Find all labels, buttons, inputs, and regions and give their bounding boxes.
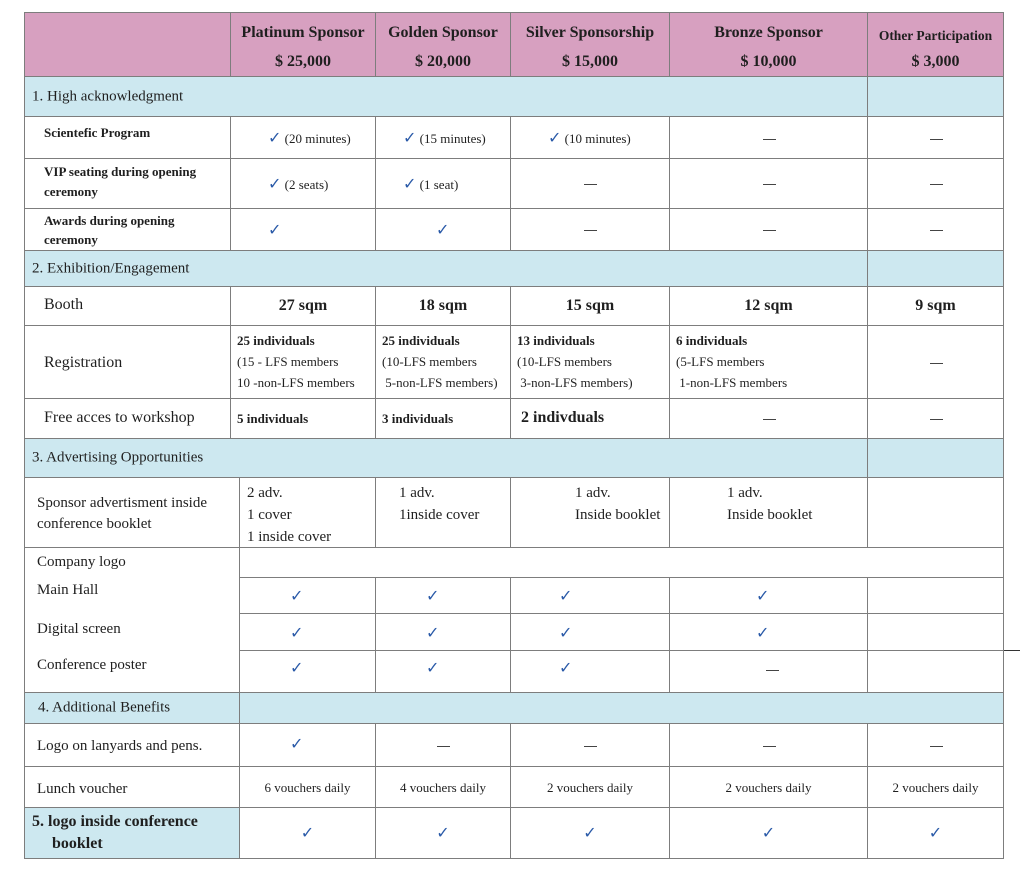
cell-text-line1: 6 individuals	[676, 333, 748, 348]
check-icon: ✓	[583, 823, 597, 842]
cell-text-line3: 10 -non-LFS members	[237, 375, 355, 390]
cell-workshop-bronze	[669, 398, 868, 439]
row-label-scientific	[24, 116, 231, 159]
section-advertising	[24, 438, 868, 478]
section-title: 4. Additional Benefits	[38, 699, 171, 716]
cell-registration-silver	[510, 325, 670, 399]
check-icon: ✓	[756, 586, 770, 605]
check-icon: ✓	[268, 220, 282, 239]
cell-scientific-platinum	[230, 116, 376, 159]
cell-scientific-golden	[375, 116, 511, 159]
cell-poster-platinum	[239, 650, 376, 693]
dash-icon	[930, 139, 943, 140]
row-label-company-logo	[24, 547, 240, 578]
dash-icon	[763, 230, 776, 231]
dash-icon	[763, 139, 776, 140]
tier-price: $ 10,000	[740, 53, 797, 70]
row-label-registration	[24, 325, 231, 399]
section-title-line1: 5. logo inside conference	[32, 813, 198, 830]
row-label: Registration	[44, 354, 123, 371]
cell-text-line3: 1-non-LFS members	[676, 375, 788, 390]
cell-advert-platinum	[239, 477, 376, 548]
section-title: 3. Advertising Opportunities	[32, 449, 204, 466]
section-empty-cell	[867, 76, 1004, 117]
check-icon: ✓	[426, 658, 440, 677]
cell-text-line1: 25 individuals	[237, 333, 315, 348]
cell-lunch-bronze	[669, 766, 868, 808]
cell-text: 27 sqm	[278, 297, 328, 314]
cell-text: 15 sqm	[565, 297, 615, 314]
cell-advert-golden	[375, 477, 511, 548]
tier-name: Silver Sponsorship	[525, 24, 655, 41]
section-title: 2. Exhibition/Engagement	[32, 260, 190, 276]
header-empty-cell	[24, 12, 231, 77]
cell-vip-silver	[510, 158, 670, 209]
cell-text-line1: 25 individuals	[382, 333, 460, 348]
cell-mainhall-bronze	[669, 577, 868, 614]
row-label-lunch	[24, 766, 240, 808]
cell-workshop-other	[867, 398, 1004, 439]
cell-awards-bronze	[669, 208, 868, 251]
cell-scientific-other	[867, 116, 1004, 159]
dash-icon	[930, 746, 943, 747]
cell-advert-other	[867, 477, 1004, 548]
cell-text: (10 minutes)	[564, 131, 631, 146]
tier-name: Golden Sponsor	[388, 24, 498, 41]
cell-digital-other	[867, 613, 1004, 651]
cell-text-line2: (10-LFS members	[382, 354, 477, 369]
cell-booth-bronze	[669, 286, 868, 326]
check-icon: ✓	[756, 623, 770, 642]
cell-digital-platinum	[239, 613, 376, 651]
cell-registration-platinum	[230, 325, 376, 399]
row-label-poster	[24, 650, 240, 693]
header-golden	[375, 12, 511, 77]
dash-icon	[763, 184, 776, 185]
tier-price: $ 3,000	[911, 53, 960, 70]
check-icon: ✓	[559, 586, 573, 605]
row-label-line1: VIP seating during opening	[44, 164, 197, 179]
check-icon: ✓	[436, 220, 450, 239]
cell-text-line2: (10-LFS members	[517, 354, 612, 369]
section-spacer	[239, 692, 1004, 724]
dash-icon	[584, 230, 597, 231]
cell-text-line3: 3-non-LFS members)	[517, 375, 633, 390]
cell-advert-bronze	[669, 477, 868, 548]
section-empty-cell	[867, 250, 1004, 287]
sponsorship-table	[24, 12, 1004, 860]
row-label-vip	[24, 158, 231, 209]
check-icon: ✓	[436, 823, 450, 842]
cell-booklet-golden	[375, 807, 511, 859]
cell-text-line3: 5-non-LFS members)	[382, 375, 498, 390]
cell-vip-bronze	[669, 158, 868, 209]
cell-text: (1 seat)	[419, 177, 459, 192]
cell-booth-silver	[510, 286, 670, 326]
cell-text: (15 minutes)	[419, 131, 486, 146]
cell-lunch-golden	[375, 766, 511, 808]
check-icon: ✓	[403, 174, 417, 193]
check-icon: ✓	[403, 128, 417, 147]
cell-lanyards-silver	[510, 723, 670, 767]
cell-booklet-platinum	[239, 807, 376, 859]
check-icon: ✓	[928, 823, 943, 842]
cell-text: 12 sqm	[744, 297, 793, 314]
cell-lunch-silver	[510, 766, 670, 808]
header-other	[867, 12, 1004, 77]
cell-mainhall-other	[867, 577, 1004, 614]
cell-workshop-golden	[375, 398, 511, 439]
cell-awards-other	[867, 208, 1004, 251]
tier-name: Bronze Sponsor	[714, 24, 823, 41]
tier-price: $ 25,000	[275, 53, 331, 70]
cell-registration-golden	[375, 325, 511, 399]
cell-poster-silver	[510, 650, 670, 693]
dash-icon	[930, 363, 943, 364]
row-label-digital-screen	[24, 613, 240, 651]
cell-scientific-silver	[510, 116, 670, 159]
cell-poster-bronze	[669, 650, 868, 693]
row-label: Conference poster	[37, 657, 147, 673]
section-high-acknowledgment	[24, 76, 868, 117]
cell-text-line1: 13 individuals	[517, 333, 595, 348]
row-label-advert	[24, 477, 240, 548]
check-icon: ✓	[290, 586, 304, 605]
cell-digital-bronze	[669, 613, 868, 651]
cell-booth-golden	[375, 286, 511, 326]
cell-lunch-other	[867, 766, 1004, 808]
cell-text-line1: 1 adv.	[727, 485, 763, 501]
cell-text-line2: Inside booklet	[575, 507, 661, 523]
cell-mainhall-platinum	[239, 577, 376, 614]
cell-text: 2 vouchers daily	[547, 780, 633, 795]
row-label-awards	[24, 208, 231, 251]
cell-awards-platinum	[230, 208, 376, 251]
cell-vip-golden	[375, 158, 511, 209]
check-icon: ✓	[290, 734, 304, 753]
dash-icon	[930, 230, 943, 231]
cell-booklet-other	[867, 807, 1004, 859]
cell-text-line2: Inside booklet	[727, 507, 813, 523]
company-logo-spacer	[239, 547, 1004, 578]
section-logo-booklet	[24, 807, 240, 859]
section-empty-cell	[867, 438, 1004, 478]
tier-name: Other Participation	[878, 28, 993, 43]
cell-text-line1: 1 adv.	[575, 485, 611, 501]
cell-text-line2: 1inside cover	[399, 507, 480, 523]
dash-icon	[763, 746, 776, 747]
section-additional-benefits	[24, 692, 240, 724]
cell-booth-platinum	[230, 286, 376, 326]
row-label-line2: ceremony	[44, 232, 98, 247]
cell-scientific-bronze	[669, 116, 868, 159]
cell-lanyards-other	[867, 723, 1004, 767]
row-label-line2: conference booklet	[37, 516, 152, 532]
header-bronze	[669, 12, 868, 77]
cell-text-line2: 1 cover	[247, 507, 292, 523]
dash-icon	[930, 419, 943, 420]
cell-digital-golden	[375, 613, 511, 651]
check-icon: ✓	[268, 128, 282, 147]
cell-text-line2: (15 - LFS members	[237, 354, 339, 369]
dash-icon	[437, 746, 450, 747]
cell-text-line1: 2 adv.	[247, 485, 283, 501]
cell-text: 2 vouchers daily	[725, 780, 812, 795]
cell-lanyards-platinum	[239, 723, 376, 767]
row-label: Digital screen	[37, 621, 121, 637]
row-label: Lunch voucher	[37, 781, 128, 797]
row-label: Booth	[44, 296, 84, 313]
check-icon: ✓	[290, 658, 304, 677]
cell-text: 2 vouchers daily	[892, 780, 979, 795]
cell-text: (2 seats)	[284, 177, 329, 192]
row-label-workshop	[24, 398, 231, 439]
cell-workshop-platinum	[230, 398, 376, 439]
margin-mark	[1004, 650, 1020, 651]
cell-workshop-silver	[510, 398, 670, 439]
check-icon: ✓	[559, 658, 573, 677]
row-label-line1: Awards during opening	[44, 213, 175, 228]
check-icon: ✓	[548, 128, 562, 147]
cell-poster-other	[867, 650, 1004, 693]
check-icon: ✓	[761, 823, 776, 842]
cell-text-line3: 1 inside cover	[247, 529, 332, 545]
cell-text-line1: 1 adv.	[399, 485, 435, 501]
cell-text: 4 vouchers daily	[400, 780, 486, 795]
row-label-main-hall	[24, 577, 240, 614]
cell-mainhall-golden	[375, 577, 511, 614]
cell-text: 18 sqm	[418, 297, 468, 314]
cell-lanyards-bronze	[669, 723, 868, 767]
check-icon: ✓	[426, 586, 440, 605]
cell-poster-golden	[375, 650, 511, 693]
tier-name: Platinum Sponsor	[241, 24, 365, 41]
tier-price: $ 20,000	[415, 53, 471, 70]
row-label-line1: Sponsor advertisment inside	[37, 495, 207, 511]
row-label: Logo on lanyards and pens.	[37, 738, 203, 754]
check-icon: ✓	[290, 623, 304, 642]
row-label: Company logo	[37, 554, 126, 570]
header-silver	[510, 12, 670, 77]
dash-icon	[763, 419, 776, 420]
dash-icon	[766, 670, 779, 671]
dash-icon	[584, 746, 597, 747]
cell-booklet-bronze	[669, 807, 868, 859]
cell-awards-silver	[510, 208, 670, 251]
check-icon: ✓	[268, 174, 282, 193]
dash-icon	[584, 184, 597, 185]
row-label: Scientefic Program	[44, 125, 151, 140]
cell-text: (20 minutes)	[284, 131, 351, 146]
row-label-booth	[24, 286, 231, 326]
row-label-lanyards	[24, 723, 240, 767]
header-platinum	[230, 12, 376, 77]
cell-lanyards-golden	[375, 723, 511, 767]
cell-vip-platinum	[230, 158, 376, 209]
cell-digital-silver	[510, 613, 670, 651]
cell-text: 9 sqm	[915, 297, 956, 314]
cell-text: 3 individuals	[382, 411, 454, 426]
cell-advert-silver	[510, 477, 670, 548]
section-title-line2: booklet	[52, 835, 103, 852]
tier-price: $ 15,000	[562, 53, 618, 70]
cell-lunch-platinum	[239, 766, 376, 808]
row-label: Main Hall	[37, 582, 99, 598]
row-label-line2: ceremony	[44, 184, 98, 199]
cell-text: 6 vouchers daily	[264, 780, 351, 795]
cell-booth-other	[867, 286, 1004, 326]
section-title: 1. High acknowledgment	[32, 88, 184, 104]
cell-text: 2 indivduals	[521, 409, 605, 426]
cell-mainhall-silver	[510, 577, 670, 614]
dash-icon	[930, 184, 943, 185]
row-label: Free acces to workshop	[44, 409, 195, 426]
cell-text-line2: (5-LFS members	[676, 354, 765, 369]
cell-vip-other	[867, 158, 1004, 209]
cell-registration-bronze	[669, 325, 868, 399]
cell-registration-other	[867, 325, 1004, 399]
cell-text: 5 individuals	[237, 411, 309, 426]
check-icon: ✓	[300, 823, 315, 842]
cell-awards-golden	[375, 208, 511, 251]
section-exhibition	[24, 250, 868, 287]
check-icon: ✓	[559, 623, 573, 642]
check-icon: ✓	[426, 623, 440, 642]
cell-booklet-silver	[510, 807, 670, 859]
